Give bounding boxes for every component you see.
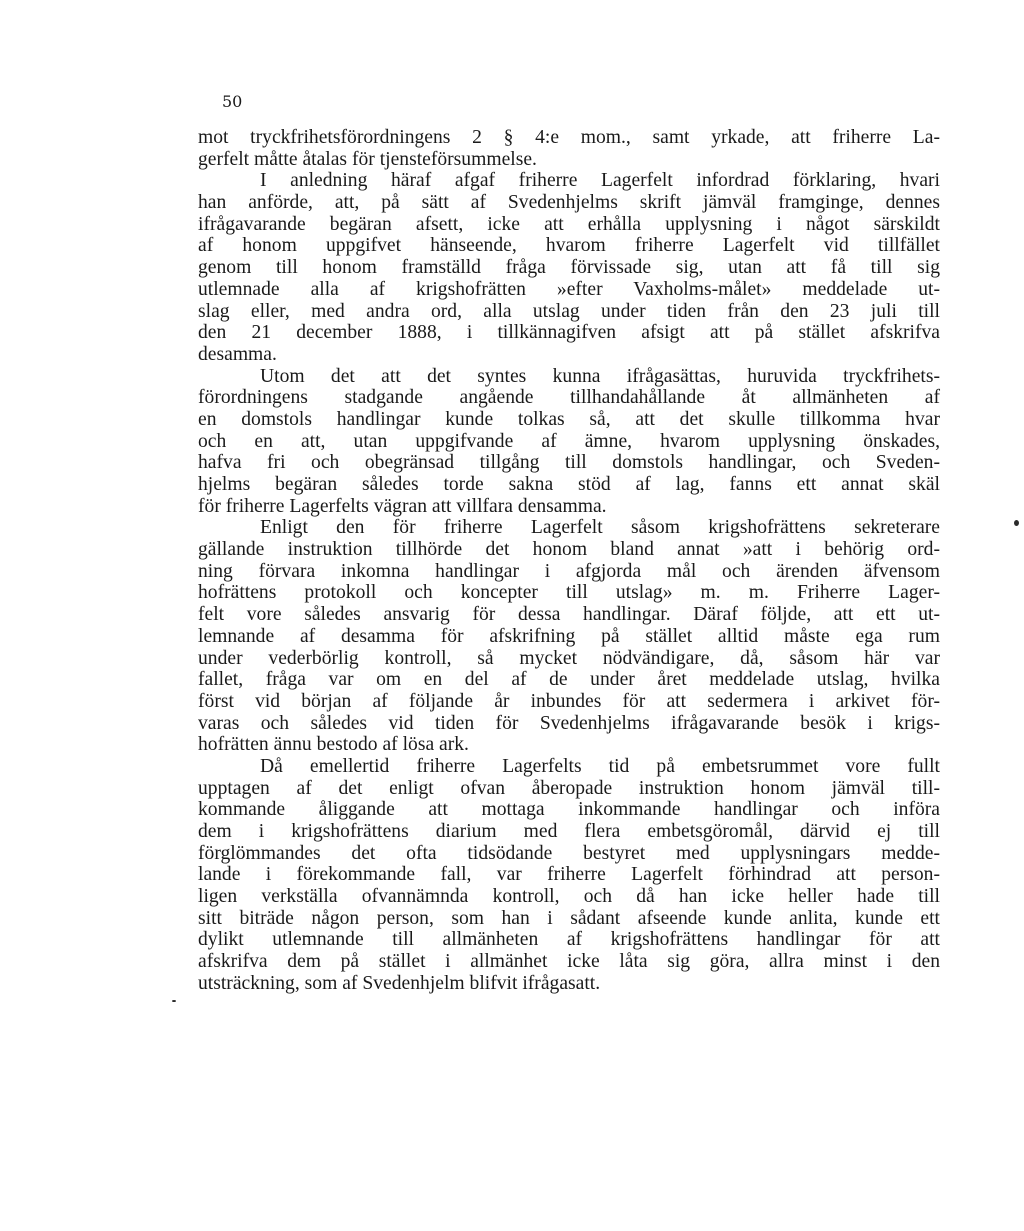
text-line: förglömmandes det ofta tidsödande bestyret med upplysningars medde- [198,842,940,864]
text-line: och en att, utan uppgifvande af ämne, hvarom upplysning önskades, [198,430,940,452]
text-line: dylikt utlemnande till allmänheten af krigshofrättens handlingar för att [198,929,940,951]
text-line: ning förvara inkomna handlingar i afgjorda mål och ärenden äfvensom [198,560,940,582]
text-line: I anledning häraf afgaf friherre Lagerfelt infordrad förklaring, hvari [260,170,940,192]
scan-speck [172,1000,176,1002]
paragraph [198,170,940,365]
text-line: Då emellertid friherre Lagerfelts tid på embetsrummet vore fullt [260,755,940,777]
text-line: afskrifva dem på stället i allmänhet icke låta sig göra, allra minst i den [198,951,940,973]
text-line: fallet, fråga var om en del af de under året meddelade utslag, hvilka [198,669,940,691]
text-line: Utom det att det syntes kunna ifrågasättas, huruvida tryckfrihets- [260,365,940,387]
text-line: ligen verkställa ofvannämnda kontroll, och då han icke heller hade till [198,886,940,908]
text-line: felt vore således ansvarig för dessa handlingar. Däraf följde, att ett ut- [198,604,940,626]
paragraph [198,127,940,170]
text-line: lemnande af desamma för afskrifning på stället alltid måste ega rum [198,625,940,647]
paragraph [198,366,940,518]
body-text [198,127,940,995]
text-line: ifrågavarande begäran afsett, icke att erhålla upplysning i något särskildt [198,213,940,235]
text-line: mot tryckfrihetsförordningens 2 § 4:e mom., samt yrkade, att friherre La- [198,127,940,148]
text-line: hofrättens protokoll och koncepter till utslag» m. m. Friherre Lager- [198,582,940,604]
text-line: dem i krigshofrättens diarium med flera embetsgöromål, därvid ej till [198,821,940,842]
text-line: varas och således vid tiden för Svedenhjelms ifrågavarande besök i krigs- [198,712,940,734]
text-line: gällande instruktion tillhörde det honom bland annat »att i behörig ord- [198,539,940,561]
text-line: gerfelt måtte åtalas för tjensteförsummelse. [198,148,537,170]
text-line: lande i förekommande fall, var friherre Lagerfelt förhindrad att person- [198,864,940,886]
text-line: hofrätten ännu bestodo af lösa ark. [198,734,469,756]
text-line: hjelms begäran således torde sakna stöd af lag, fanns ett annat skäl [198,474,940,495]
scan-speck [1014,520,1019,526]
text-line: af honom uppgifvet hänseende, hvarom friherre Lagerfelt vid tillfället [198,235,940,257]
text-line: sitt biträde någon person, som han i sådant afseende kunde anlita, kunde ett [198,907,940,929]
text-line: förordningens stadgande angående tillhandahållande åt allmänheten af [198,387,940,409]
text-line: utlemnade alla af krigshofrätten »efter Vaxholms-målet» meddelade ut- [198,278,940,300]
text-line: desamma. [198,343,277,365]
text-line: han anförde, att, på sätt af Svedenhjelms skrift jämväl framginge, dennes [198,192,940,214]
text-line: den 21 december 1888, i tillkännagifven afsigt att på stället afskrifva [198,322,940,344]
text-line: under vederbörlig kontroll, så mycket nödvändigare, då, såsom här var [198,647,940,669]
paragraph [198,756,940,995]
text-line: för friherre Lagerfelts vägran att villfara densamma. [198,495,607,517]
text-line: Enligt den för friherre Lagerfelt såsom krigshofrättens sekreterare [260,517,940,539]
text-line: utsträckning, som af Svedenhjelm blifvit ifrågasatt. [198,972,601,994]
text-line: kommande åliggande att mottaga inkommande handlingar och införa [198,799,940,821]
page-number: 50 [222,92,243,111]
text-line: en domstols handlingar kunde tolkas så, att det skulle tillkomma hvar [198,408,940,430]
text-line: slag eller, med andra ord, alla utslag under tiden från den 23 juli till [198,300,940,322]
paragraph [198,517,940,756]
text-line: genom till honom framställd fråga förvissade sig, utan att få till sig [198,257,940,279]
text-line: först vid början af följande år inbundes för att sedermera i arkivet för- [198,690,940,712]
text-line: hafva fri och obegränsad tillgång till domstols handlingar, och Sveden- [198,452,940,474]
text-line: upptagen af det enligt ofvan åberopade instruktion honom jämväl till- [198,777,940,799]
